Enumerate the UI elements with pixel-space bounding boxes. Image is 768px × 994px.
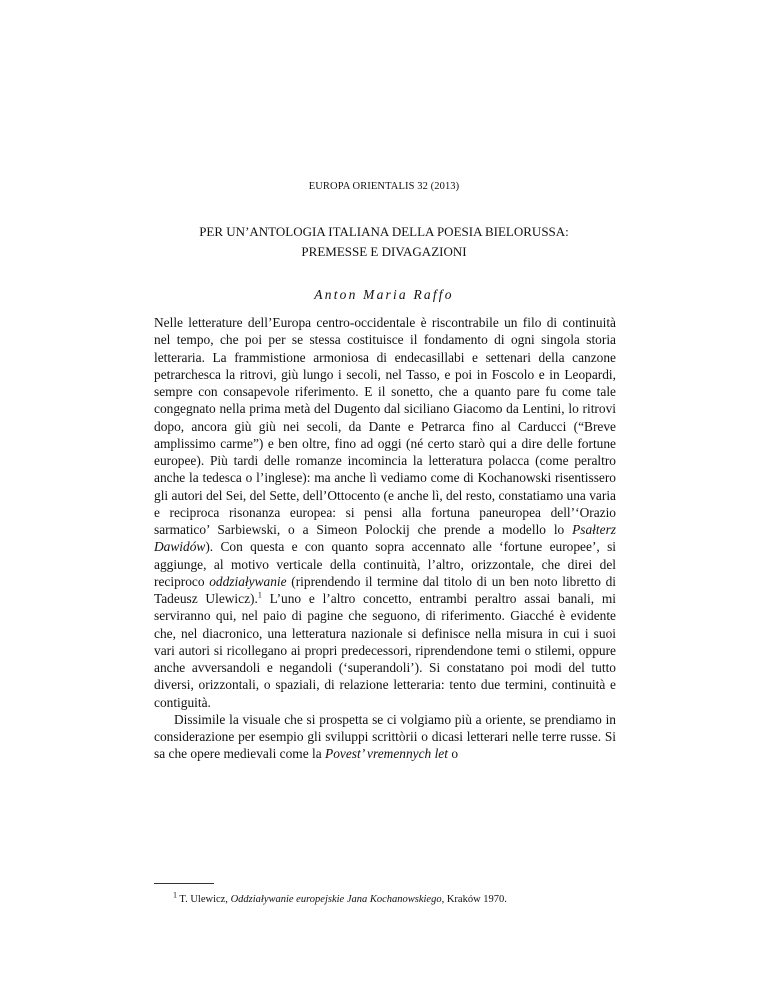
article-title (0, 222, 768, 261)
footnote-1 (173, 890, 616, 906)
italic-term: oddziaływanie (209, 573, 287, 589)
paragraph-text: (riprendendo il termine dal titolo di un ben noto libretto di Tadeusz Ulewicz). (154, 573, 616, 606)
article-title-line-2: PREMESSE E DIVAGAZIONI (301, 243, 467, 259)
footnote-divider (154, 883, 214, 884)
italic-title: Povest’ vremennych let (325, 746, 448, 762)
paragraph-text: Dissimile la visuale che si prospetta se ci volgiamo più a oriente, se prendiamo in considerazione per esempio gli sviluppi scrittòrii o dicasi letterari nelle terre russe. Si sa che opere medievali come la (154, 711, 616, 762)
footnote-reference[interactable]: 1 (257, 590, 262, 600)
paragraph-text: ). Con questa e con quanto sopra accennato alle ‘fortune europee’, si aggiunge, al motivo verticale della continuità, l’altro, orizzontale, che direi del reciproco (154, 539, 616, 589)
paragraph-text: o (447, 746, 459, 762)
paragraph-text: L’uno e l’altro concetto, entrambi peraltro assai banali, mi serviranno qui, nel paio di pagine che seguono, di riferimento. Giacché è evidente che, nel diacronico, una letteratura nazionale si definisce nella misura in cui i suoi vari autori si ricollegano ai propri predecessori, riprendendone temi o stilemi, oppure anche avversandoli e negandoli (‘superandoli’). Si constatano poi modi del tutto diversi, orizzontali, o spaziali, di relazione letteraria: tento due termini, continuità e contiguità. (154, 591, 616, 710)
author-name: Anton Maria Raffo (314, 287, 454, 302)
footnote-text: T. Ulewicz, (177, 894, 231, 905)
paragraph-text: Nelle letterature dell’Europa centro-occidentale è riscontrabile un filo di continuità nel tempo, che poi per se stessa costituisce il fondamento di ogni singola storia letteraria. La frammistione armoniosa di endecasillabi e settenari della canzone petrarchesca la ritrovi, giù lungo i secoli, nel Tasso, e poi in Foscolo e in Leopardi, sempre con consapevole riferimento. E il sonetto, che a quanto pare fu come tale congegnato nella prima metà del Dugento dal siciliano Giacomo da Lentini, lo ritrovi dopo, ancora giù giù nei secoli, da Dante e Petrarca fino al Carducci (“Breve amplissimo carme”) e ben oltre, fino ad oggi (né certo starò qui a dire delle fortune europee). Più tardi delle romanze incomincia la letteratura polacca (come peraltro anche la tedesca o l’inglese): ma anche lì vediamo come di Kochanowski risentissero gli autori del Sei, del Sette, dell’Ottocento (e anche lì, del resto, constatiamo una varia e reciproca risonanza europea: si pensi alla fortuna paneuropea dell’‘Orazio sarmatico’ Sarbiewski, o a Simeon Polockij che prende a modello lo (154, 315, 616, 537)
footnote-italic-title: Oddziaływanie europejskie Jana Kochanowskiego (230, 894, 442, 905)
footnote-number: 1 (173, 890, 177, 900)
paragraph-1 (154, 314, 616, 711)
journal-header: EUROPA ORIENTALIS 32 (2013) (308, 181, 460, 192)
italic-title: Psałterz Dawidów (154, 522, 616, 555)
paragraph-2 (154, 711, 616, 763)
article-title-line-1: PER UN’ANTOLOGIA ITALIANA DELLA POESIA BIELORUSSA: (199, 224, 569, 239)
article-body (154, 314, 616, 763)
footnote-text: , Kraków 1970. (441, 894, 507, 905)
